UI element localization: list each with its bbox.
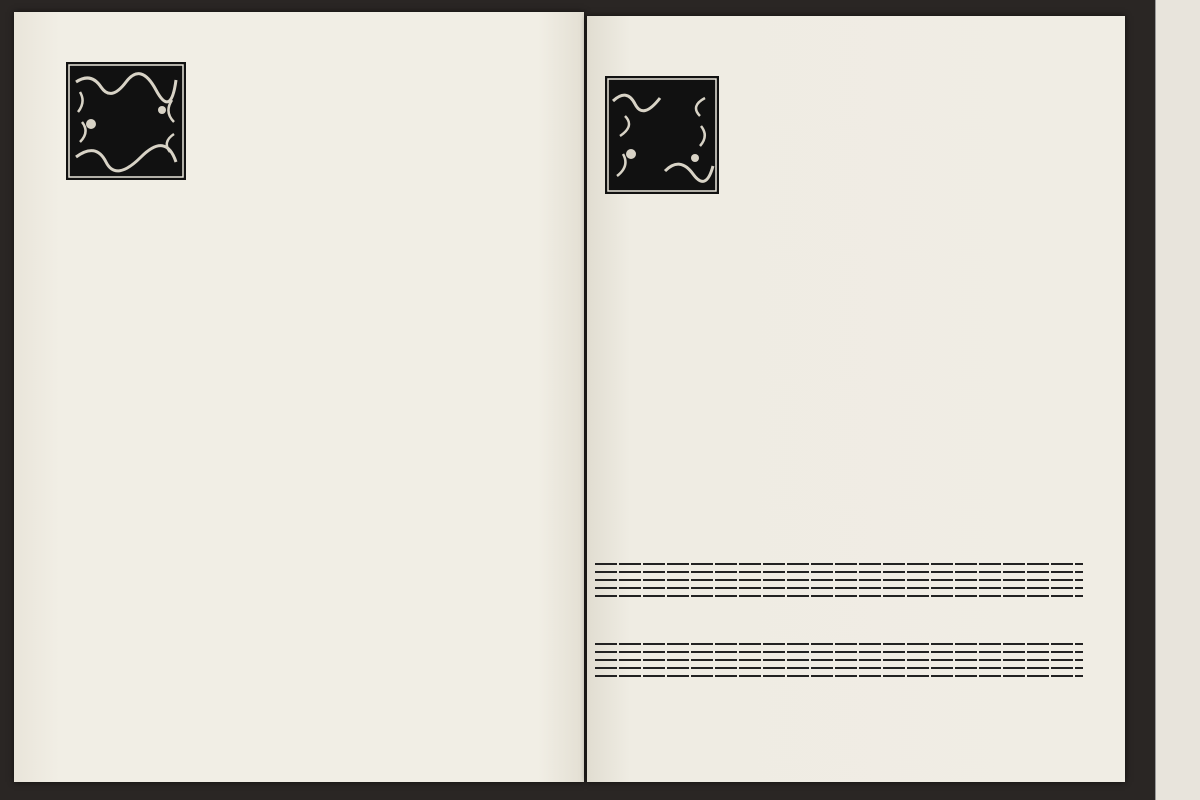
empty-staves (595, 556, 1083, 706)
measuring-ruler (1155, 0, 1200, 800)
right-page (587, 16, 1125, 782)
decorated-initial-i (605, 76, 719, 194)
decorated-initial-b (66, 62, 186, 180)
left-page (14, 12, 584, 782)
